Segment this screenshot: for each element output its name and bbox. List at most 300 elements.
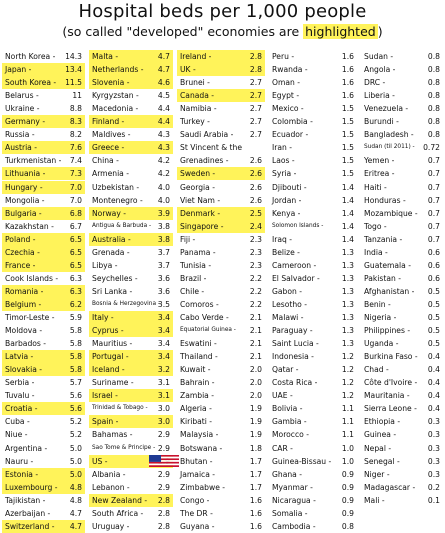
table-cell	[361, 285, 443, 298]
bed-value: 7.0	[69, 195, 82, 205]
table-cell	[89, 63, 173, 76]
table-cell	[361, 324, 443, 337]
table-cell	[361, 389, 443, 402]
bed-value: 1.7	[249, 469, 262, 479]
table-cell	[2, 50, 85, 63]
bed-value: 3.1	[157, 378, 170, 388]
bed-value: 1.5	[341, 117, 354, 127]
table-cell	[269, 285, 357, 298]
bed-value: 0.3	[427, 456, 440, 466]
table-cell	[361, 167, 443, 180]
table-cell	[89, 154, 173, 167]
country-name: Sri Lanka -	[92, 286, 133, 296]
bed-value: 3.0	[157, 417, 170, 427]
bed-value: 0.7	[427, 169, 440, 179]
country-name: Cabo Verde -	[180, 313, 229, 322]
table-cell	[177, 207, 265, 220]
country-name: India -	[364, 247, 388, 257]
country-name: Nigeria -	[364, 313, 397, 322]
bed-value: 1.6	[249, 521, 262, 531]
table-cell	[2, 89, 85, 102]
bed-value: 0.1	[427, 495, 440, 505]
subtitle-end: )	[377, 24, 383, 39]
bed-value: 4.7	[157, 65, 170, 75]
bed-value: 1.3	[341, 286, 354, 296]
country-name: Albania -	[92, 469, 126, 479]
country-name: Pakistan -	[364, 273, 401, 283]
country-name: Syria -	[272, 169, 297, 179]
country-name: Slovakia -	[5, 365, 43, 375]
country-name: Norway -	[92, 208, 126, 218]
table-cell	[177, 259, 265, 272]
country-name: Poland -	[5, 234, 36, 244]
table-cell	[177, 181, 265, 194]
bed-value: 3.2	[157, 365, 170, 375]
bed-value: 5.6	[69, 391, 82, 401]
table-cell	[269, 50, 357, 63]
bed-value: 0.7	[427, 208, 440, 218]
bed-value: 1.5	[341, 156, 354, 166]
table-cell	[269, 272, 357, 285]
bed-value: 1.4	[341, 208, 354, 218]
bed-value: 2.8	[249, 52, 262, 61]
country-name: Gabon -	[272, 286, 302, 296]
bed-value: 1.5	[341, 143, 354, 153]
table-cell	[89, 207, 173, 220]
table-cell	[361, 455, 443, 468]
table-cell	[89, 50, 173, 63]
country-name: Armenia -	[92, 169, 129, 179]
table-cell	[2, 128, 85, 141]
bed-value: 14.3	[65, 52, 82, 61]
bed-value: 3.7	[157, 247, 170, 257]
country-name: Saudi Arabia -	[180, 130, 234, 140]
table-cell	[361, 220, 443, 233]
country-name: Jamaica -	[180, 469, 216, 479]
bed-value: 6.5	[69, 234, 82, 244]
table-cell	[177, 507, 265, 520]
country-name: Costa Rica -	[272, 378, 318, 388]
country-name: Cameroon -	[272, 260, 317, 270]
table-cell	[89, 350, 173, 363]
table-cell	[361, 115, 443, 128]
table-cell	[361, 428, 443, 441]
bed-value: 5.7	[69, 378, 82, 388]
bed-value: 0.4	[427, 378, 440, 388]
country-name: Malta -	[92, 52, 119, 61]
table-cell	[89, 337, 173, 350]
table-cell	[361, 402, 443, 415]
country-name: Chad -	[364, 365, 389, 375]
table-cell	[2, 415, 85, 428]
bed-value: 3.9	[157, 208, 170, 218]
bed-value: 2.2	[249, 273, 262, 283]
table-cell	[361, 311, 443, 324]
bed-value: 0.72	[423, 143, 440, 153]
table-cell	[269, 350, 357, 363]
bed-value: 1.6	[341, 52, 354, 61]
country-name: DRC -	[364, 78, 386, 88]
country-name: Kazakhstan -	[5, 221, 54, 231]
bed-value: 1.3	[341, 326, 354, 336]
bed-value: 1.8	[249, 443, 262, 453]
country-name: Zambia -	[180, 391, 214, 401]
bed-value: 6.3	[69, 273, 82, 283]
country-name: Guyana -	[180, 521, 215, 531]
bed-value: 5.6	[69, 404, 82, 414]
country-name: Australia -	[92, 234, 131, 244]
bed-value: 2.1	[249, 352, 262, 362]
country-name: Japan -	[5, 65, 32, 75]
table-cell	[177, 350, 265, 363]
bed-value: 5.0	[69, 456, 82, 466]
country-name: Liberia -	[364, 91, 395, 101]
country-name: Cook Islands -	[5, 273, 59, 283]
country-name: Mongolia -	[5, 195, 45, 205]
country-name: Laos -	[272, 156, 295, 166]
bed-value: 4.6	[157, 78, 170, 88]
bed-value: 3.4	[157, 339, 170, 349]
bed-value: 4.7	[69, 521, 82, 531]
bed-value: 2.7	[249, 78, 262, 88]
country-name: Côte d'Ivoire -	[364, 378, 418, 388]
country-name: South Africa -	[92, 508, 144, 518]
table-cell	[2, 311, 85, 324]
bed-value: 1.4	[341, 195, 354, 205]
bed-value: 2.3	[249, 260, 262, 270]
country-name: Mauritius -	[92, 339, 133, 349]
country-name: Guinea-Bissau -	[272, 456, 332, 466]
table-cell	[2, 507, 85, 520]
country-name: Thailand -	[180, 352, 218, 362]
bed-value: 2.5	[249, 208, 262, 218]
table-cell	[269, 298, 357, 311]
table-cell	[269, 246, 357, 259]
table-cell	[361, 141, 443, 154]
table-cell	[177, 272, 265, 285]
table-cell	[2, 141, 85, 154]
table-cell	[361, 350, 443, 363]
table-cell	[2, 246, 85, 259]
bed-value: 5.2	[69, 430, 82, 440]
table-cell	[2, 115, 85, 128]
country-name: Russia -	[5, 130, 35, 140]
bed-value: 2.0	[249, 378, 262, 388]
table-cell	[2, 363, 85, 376]
table-cell	[2, 102, 85, 115]
country-name: Botswana -	[180, 443, 223, 453]
country-name: Tajikistan -	[5, 495, 46, 505]
table-cell	[361, 194, 443, 207]
bed-value: 5.2	[69, 417, 82, 427]
bed-value: 2.1	[249, 339, 262, 349]
table-cell	[269, 89, 357, 102]
country-name: Turkmenistan -	[5, 156, 62, 166]
bed-value: 0.5	[427, 326, 440, 336]
bed-value: 1.3	[341, 339, 354, 349]
table-cell	[269, 194, 357, 207]
table-cell	[89, 494, 173, 507]
bed-value: 2.3	[249, 247, 262, 257]
table-cell	[177, 494, 265, 507]
chart-title: Hospital beds per 1,000 people	[78, 1, 367, 22]
bed-value: 3.4	[157, 313, 170, 322]
bed-value: 1.4	[341, 182, 354, 192]
country-name: Haiti -	[364, 182, 387, 192]
country-name: Malaysia -	[180, 430, 219, 440]
country-name: Jordan -	[272, 195, 302, 205]
country-name: Uganda -	[364, 339, 399, 349]
table-cell	[361, 246, 443, 259]
country-name: Rwanda -	[272, 65, 308, 75]
bed-value: 5.8	[69, 365, 82, 375]
table-cell	[361, 494, 443, 507]
bed-value: 0.8	[427, 65, 440, 75]
country-name: Tanzania -	[364, 234, 403, 244]
country-name: Solomon Islands -	[272, 222, 324, 229]
bed-value: 0.8	[427, 91, 440, 101]
table-cell	[269, 76, 357, 89]
bed-value: 0.7	[427, 221, 440, 231]
bed-value: 1.7	[249, 482, 262, 492]
country-name: Canada -	[180, 91, 215, 101]
bed-value: 0.5	[427, 339, 440, 349]
table-cell	[89, 181, 173, 194]
bed-value: 2.9	[157, 469, 170, 479]
country-name: Sao Tome & Principe -	[92, 444, 156, 451]
country-name: Sudan -	[364, 52, 394, 61]
table-cell	[177, 520, 265, 533]
bed-value: 8.8	[69, 104, 82, 114]
table-cell	[177, 128, 265, 141]
table-cell	[361, 259, 443, 272]
bed-value: 6.5	[69, 260, 82, 270]
country-name: Brazil -	[180, 273, 207, 283]
table-cell	[177, 324, 265, 337]
country-name: Iceland -	[92, 365, 125, 375]
table-cell	[89, 507, 173, 520]
bed-value: 3.1	[157, 391, 170, 401]
bed-value: 1.1	[341, 417, 354, 427]
country-name: Fiji -	[180, 234, 196, 244]
table-cell	[89, 389, 173, 402]
table-cell	[361, 102, 443, 115]
country-name: Madagascar -	[364, 482, 416, 492]
table-cell	[2, 481, 85, 494]
table-cell	[89, 428, 173, 441]
country-name: Angola -	[364, 65, 396, 75]
country-name: Kenya -	[272, 208, 301, 218]
country-name: UK -	[180, 65, 196, 75]
bed-value: 1.6	[249, 508, 262, 518]
country-name: New Zealand -	[92, 495, 148, 505]
country-name: Panama -	[180, 247, 216, 257]
country-name: Bosnia & Herzegovina -	[92, 300, 160, 307]
bed-value: 1.5	[341, 130, 354, 140]
table-cell	[89, 220, 173, 233]
country-name: Portugal -	[92, 352, 129, 362]
table-cell	[269, 207, 357, 220]
bed-value: 2.6	[249, 195, 262, 205]
table-cell	[177, 311, 265, 324]
country-name: Mexico -	[272, 104, 304, 114]
table-cell	[177, 428, 265, 441]
country-name: Somalia -	[272, 508, 308, 518]
table-cell	[269, 468, 357, 481]
country-name: Niue -	[5, 430, 28, 440]
table-cell	[177, 115, 265, 128]
country-name: Cambodia -	[272, 521, 316, 531]
bed-value: 2.9	[157, 430, 170, 440]
bed-value: 2.0	[249, 391, 262, 401]
table-cell	[269, 324, 357, 337]
bed-value: 2.7	[249, 130, 262, 140]
table-cell	[89, 442, 173, 455]
country-name: Uruguay -	[92, 521, 130, 531]
bed-value: 1.4	[341, 221, 354, 231]
country-name: Mali -	[364, 495, 385, 505]
country-name: Argentina -	[5, 443, 48, 453]
country-name: Germany -	[5, 117, 46, 127]
country-name: Ghana -	[272, 469, 302, 479]
table-cell	[89, 520, 173, 533]
table-cell	[2, 337, 85, 350]
country-name: Luxembourg -	[5, 482, 58, 492]
country-name: Morocco -	[272, 430, 309, 440]
bed-value: 0.8	[341, 521, 354, 531]
bed-value: 2.0	[249, 365, 262, 375]
bed-value: 3.5	[157, 299, 170, 309]
country-name: Spain -	[92, 417, 119, 427]
country-name: Ireland -	[180, 52, 212, 61]
table-cell	[2, 442, 85, 455]
table-cell	[269, 337, 357, 350]
bed-value: 0.4	[427, 352, 440, 362]
table-cell	[361, 76, 443, 89]
country-name: Romania -	[5, 286, 44, 296]
bed-value: 0.7	[427, 234, 440, 244]
country-name: Colombia -	[272, 117, 313, 127]
table-cell	[269, 428, 357, 441]
country-name: Bhutan -	[180, 456, 213, 466]
bed-value: 2.8	[157, 495, 170, 505]
bed-value: 7.4	[69, 156, 82, 166]
bed-value: 0.3	[427, 469, 440, 479]
country-name: Afghanistan -	[364, 286, 415, 296]
table-cell	[2, 494, 85, 507]
bed-value: 4.7	[157, 52, 170, 61]
table-cell	[89, 102, 173, 115]
country-name: Azerbaijan -	[5, 508, 51, 518]
country-name: Italy -	[92, 313, 114, 322]
country-name: Timor-Leste -	[5, 313, 55, 322]
table-cell	[269, 481, 357, 494]
table-cell	[269, 363, 357, 376]
country-name: Venezuela -	[364, 104, 409, 114]
country-name: Maldives -	[92, 130, 131, 140]
bed-value: 5.8	[69, 352, 82, 362]
bed-value: 2.2	[249, 286, 262, 296]
table-cell	[269, 311, 357, 324]
country-name: Nepal -	[364, 443, 392, 453]
country-name: Sierra Leone -	[364, 404, 417, 414]
bed-value: 0.4	[427, 365, 440, 375]
table-cell	[177, 194, 265, 207]
bed-value: 0.9	[341, 469, 354, 479]
country-name: Sweden -	[180, 169, 216, 179]
bed-value: 0.6	[427, 247, 440, 257]
table-cell	[2, 154, 85, 167]
bed-value: 0.8	[427, 117, 440, 127]
table-cell	[89, 141, 173, 154]
bed-value: 0.3	[427, 417, 440, 427]
bed-value: 0.8	[427, 52, 440, 61]
table-cell	[177, 141, 265, 154]
bed-value: 0.3	[427, 443, 440, 453]
table-cell	[269, 141, 357, 154]
bed-value: 0.3	[427, 430, 440, 440]
bed-value: 1.0	[341, 456, 354, 466]
country-name: Peru -	[272, 52, 295, 61]
country-name: Bangladesh -	[364, 130, 414, 140]
bed-value: 2.8	[157, 508, 170, 518]
bed-value: 5.0	[69, 469, 82, 479]
country-name: Eritrea -	[364, 169, 395, 179]
country-name: Macedonia -	[92, 104, 139, 114]
table-cell	[269, 128, 357, 141]
table-cell	[89, 481, 173, 494]
country-name: Grenada -	[92, 247, 130, 257]
country-name: Switzerland -	[5, 521, 55, 531]
table-cell	[361, 181, 443, 194]
bed-value: 5.8	[69, 326, 82, 336]
table-cell	[361, 233, 443, 246]
table-cell	[177, 233, 265, 246]
country-name: Ethiopia -	[364, 417, 401, 427]
country-name: Belarus -	[5, 91, 39, 101]
country-name: Bulgaria -	[5, 208, 42, 218]
bed-value: 13.4	[65, 65, 82, 75]
country-name: Singapore -	[180, 221, 224, 231]
table-cell	[269, 154, 357, 167]
us-flag-icon	[149, 455, 179, 467]
bed-value: 3.6	[157, 273, 170, 283]
bed-value: 1.3	[341, 299, 354, 309]
table-cell	[89, 285, 173, 298]
bed-value: 0.9	[341, 508, 354, 518]
table-cell	[89, 311, 173, 324]
table-cell	[361, 415, 443, 428]
country-name: Iran -	[272, 143, 292, 153]
country-name: Hungary -	[5, 182, 43, 192]
country-name: Kuwait -	[180, 365, 211, 375]
country-name: Latvia -	[5, 352, 34, 362]
country-name: Finland -	[92, 117, 125, 127]
bed-value: 4.8	[69, 482, 82, 492]
table-cell	[2, 428, 85, 441]
country-name: Malawi -	[272, 313, 304, 322]
subtitle-highlight: highlighted	[305, 24, 376, 39]
bed-value: 1.3	[341, 313, 354, 322]
bed-value: 1.3	[341, 247, 354, 257]
country-name: Georgia -	[180, 182, 215, 192]
bed-value: 0.7	[427, 195, 440, 205]
bed-value: 6.2	[69, 299, 82, 309]
country-name: Tunisia -	[180, 260, 212, 270]
country-name: Equatorial Guinea -	[180, 327, 236, 334]
country-name: US -	[92, 456, 108, 466]
table-cell	[361, 128, 443, 141]
